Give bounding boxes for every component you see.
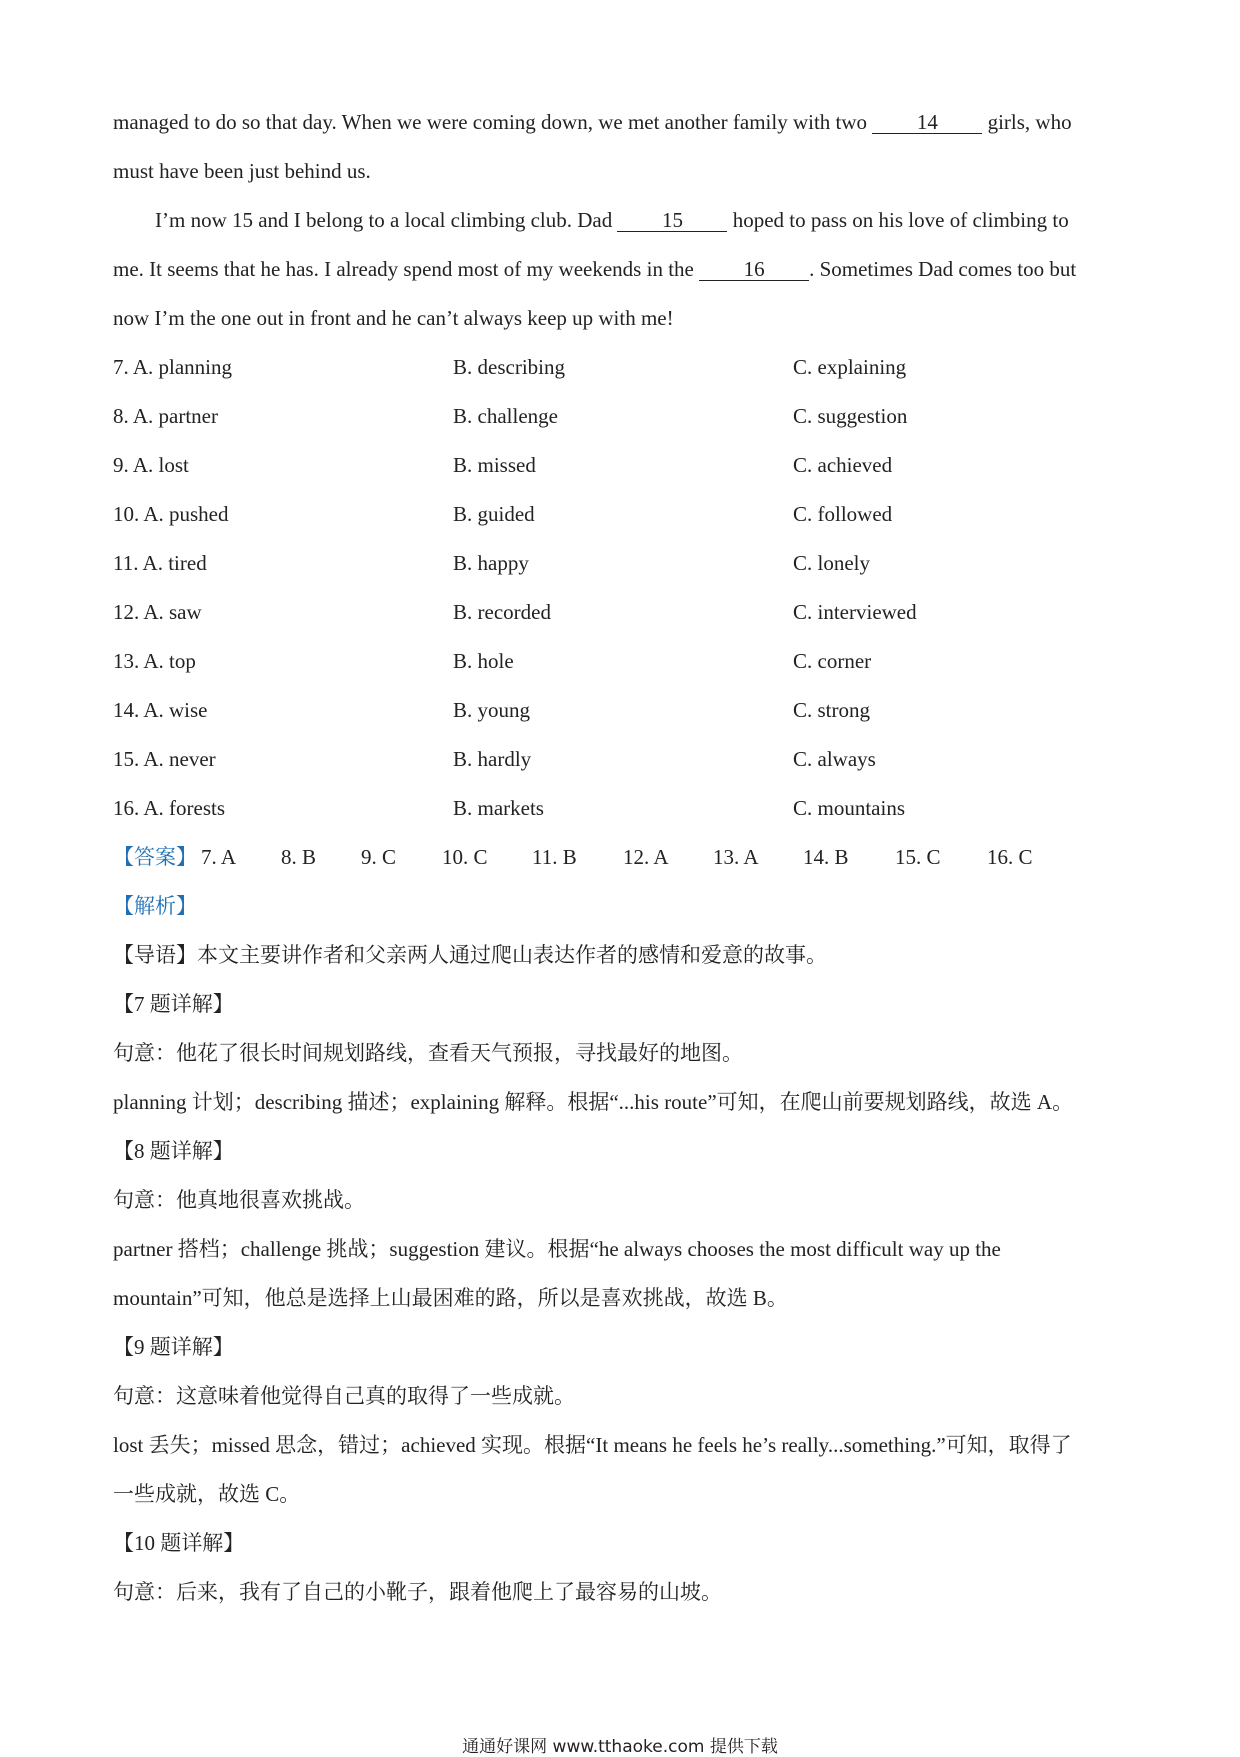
- option-row: [113, 784, 1123, 833]
- answer-item: 8. B: [281, 845, 317, 869]
- q10-meaning: 句意：后来，我有了自己的小靴子，跟着他爬上了最容易的山坡。: [113, 1580, 722, 1604]
- passage-text: girls, who: [982, 110, 1072, 134]
- option-a: 10. A. pushed: [113, 502, 229, 526]
- passage-text: hoped to pass on his love of climbing to: [727, 208, 1069, 232]
- passage-line-5: now I’m the one out in front and he can’t always keep up with me!: [113, 306, 674, 330]
- footer-watermark: 通通好课网 www.tthaoke.com 提供下载: [462, 1737, 778, 1757]
- option-row: [113, 490, 1123, 539]
- option-a: 14. A. wise: [113, 698, 208, 722]
- option-c: C. explaining: [793, 355, 907, 379]
- passage-line-2: must have been just behind us.: [113, 159, 371, 183]
- q9-explanation-1: lost 丢失；missed 思念，错过；achieved 实现。根据“It means he feels he’s really...something.”可知，取得了: [113, 1433, 1072, 1457]
- option-row: [113, 343, 1123, 392]
- blank-14: 14: [872, 111, 982, 134]
- passage-text: me. It seems that he has. I already spend most of my weekends in the: [113, 257, 700, 281]
- option-row: [113, 539, 1123, 588]
- option-c: C. lonely: [793, 551, 870, 575]
- option-c: C. strong: [793, 698, 871, 722]
- q7-meaning: 句意：他花了很长时间规划路线，查看天气预报，寻找最好的地图。: [113, 1041, 743, 1065]
- answer-item: 14. B: [803, 845, 849, 869]
- option-c: C. achieved: [793, 453, 893, 477]
- option-a: 8. A. partner: [113, 404, 218, 428]
- option-row: [113, 735, 1123, 784]
- answer-item: 11. B: [532, 845, 577, 869]
- option-c: C. interviewed: [793, 600, 917, 624]
- option-b: B. young: [453, 698, 531, 722]
- answer-item: 13. A: [713, 845, 759, 869]
- q10-title: 【10 题详解】: [113, 1531, 245, 1555]
- passage-line-1: [113, 98, 1123, 147]
- q8-meaning: 句意：他真地很喜欢挑战。: [113, 1188, 365, 1212]
- answer-item: 12. A: [623, 845, 669, 869]
- options-list: [113, 343, 1123, 833]
- option-row: [113, 441, 1123, 490]
- option-a: 9. A. lost: [113, 453, 189, 477]
- guide-text: 【导语】本文主要讲作者和父亲两人通过爬山表达作者的感情和爱意的故事。: [113, 943, 827, 967]
- answer-item: 15. C: [895, 845, 941, 869]
- option-b: B. describing: [453, 355, 565, 379]
- option-a: 16. A. forests: [113, 796, 225, 820]
- q7-title: 【7 题详解】: [113, 992, 234, 1016]
- option-b: B. hardly: [453, 747, 532, 771]
- option-a: 11. A. tired: [113, 551, 207, 575]
- q8-explanation-2: mountain”可知，他总是选择上山最困难的路，所以是喜欢挑战，故选 B。: [113, 1286, 788, 1310]
- option-row: [113, 686, 1123, 735]
- q9-title: 【9 题详解】: [113, 1335, 234, 1359]
- option-c: C. corner: [793, 649, 872, 673]
- option-c: C. always: [793, 747, 876, 771]
- answer-label: 【答案】: [113, 845, 197, 869]
- q7-explanation: planning 计划；describing 描述；explaining 解释。根据“...his route”可知，在爬山前要规划路线，故选 A。: [113, 1090, 1074, 1114]
- option-row: [113, 637, 1123, 686]
- option-a: 12. A. saw: [113, 600, 202, 624]
- option-b: B. hole: [453, 649, 514, 673]
- q9-meaning: 句意：这意味着他觉得自己真的取得了一些成就。: [113, 1384, 575, 1408]
- passage-line-4: [113, 245, 1123, 294]
- option-b: B. markets: [453, 796, 544, 820]
- q8-explanation-1: partner 搭档；challenge 挑战；suggestion 建议。根据“he always chooses the most difficult way up the: [113, 1237, 1001, 1261]
- passage-text: managed to do so that day. When we were coming down, we met another family with two: [113, 110, 873, 134]
- q9-explanation-2: 一些成就，故选 C。: [113, 1482, 301, 1506]
- answer-item: 16. C: [987, 845, 1033, 869]
- passage-text: I’m now 15 and I belong to a local climbing club. Dad: [155, 208, 618, 232]
- analysis-label: 【解析】: [113, 894, 197, 918]
- blank-15: 15: [617, 209, 727, 232]
- option-c: C. suggestion: [793, 404, 908, 428]
- option-b: B. guided: [453, 502, 535, 526]
- blank-16: 16: [699, 258, 809, 281]
- q8-title: 【8 题详解】: [113, 1139, 234, 1163]
- option-a: 15. A. never: [113, 747, 216, 771]
- option-c: C. mountains: [793, 796, 906, 820]
- option-b: B. happy: [453, 551, 529, 575]
- option-b: B. missed: [453, 453, 536, 477]
- answer-item: 10. C: [442, 845, 488, 869]
- option-c: C. followed: [793, 502, 893, 526]
- answer-item: 9. C: [361, 845, 397, 869]
- option-b: B. recorded: [453, 600, 551, 624]
- option-a: 13. A. top: [113, 649, 196, 673]
- answer-row: [113, 833, 1123, 882]
- option-row: [113, 392, 1123, 441]
- answer-item: 7. A: [201, 845, 237, 869]
- passage-text: . Sometimes Dad comes too but: [809, 257, 1077, 281]
- option-a: 7. A. planning: [113, 355, 232, 379]
- option-b: B. challenge: [453, 404, 558, 428]
- passage-line-3: [113, 196, 1123, 245]
- option-row: [113, 588, 1123, 637]
- document-page: [113, 98, 1123, 1617]
